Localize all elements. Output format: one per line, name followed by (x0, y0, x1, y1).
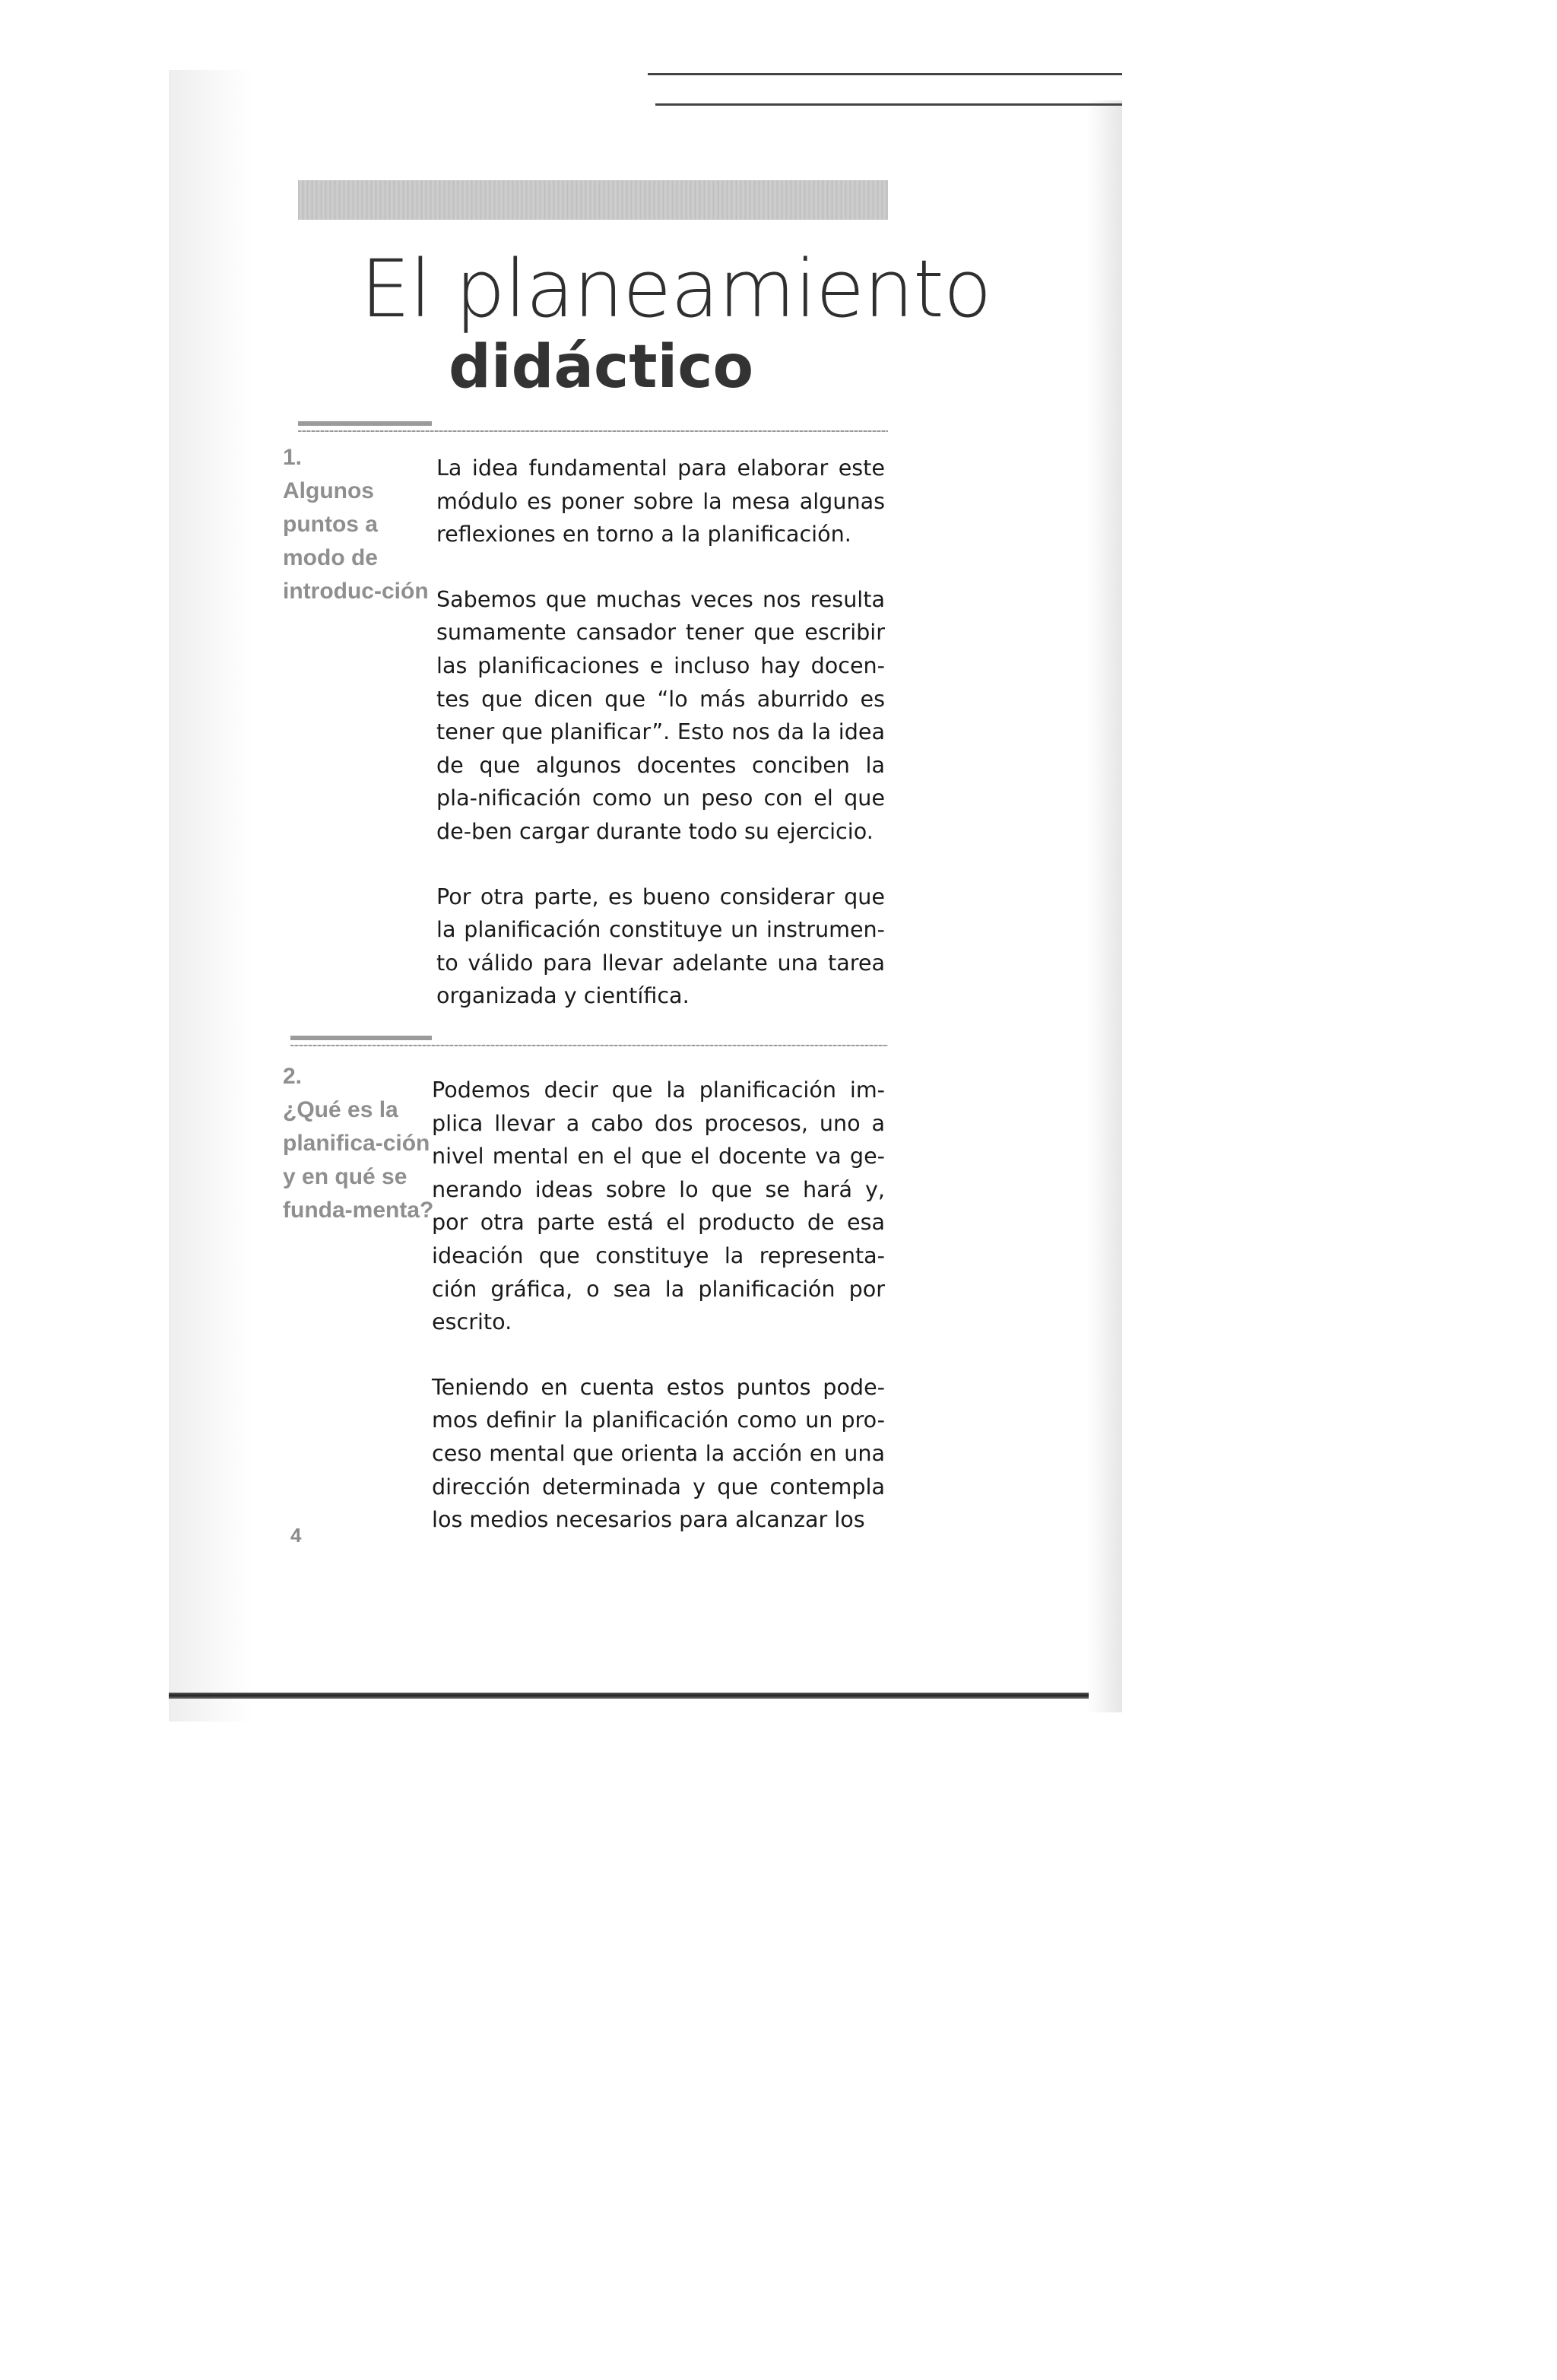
section-2-number: 2. (283, 1064, 303, 1089)
page-number: 4 (290, 1524, 302, 1547)
section-1-heading (283, 441, 435, 608)
header-band (298, 180, 888, 220)
section-1-rule (298, 430, 888, 432)
paragraph: Podemos decir que la planificación im-plica llevar a cabo dos procesos, uno a nivel mental en el que el docente va ge-nerando ideas sobre lo que se hará y, por otra parte está el producto de esa ideación que constituye la representa-ción gráfica, o sea la planificación por escrito. (432, 1077, 885, 1335)
section-2-title: ¿Qué es la planifica-ción y en qué se funda-menta? (283, 1097, 434, 1223)
paragraph: La idea fundamental para elaborar este módulo es poner sobre la mesa algunas reflexiones en torno a la planificación. (436, 455, 885, 547)
section-1-number: 1. (283, 445, 303, 470)
paragraph: Por otra parte, es bueno considerar que la planificación constituye un instrumen-to válido para llevar adelante una tarea organizada y científica. (436, 883, 885, 1009)
title-line-1: El planeamiento (360, 243, 991, 335)
bottom-rule (169, 1693, 1089, 1699)
top-rule-1 (648, 73, 1122, 75)
section-2-heading (283, 1060, 435, 1227)
title-line-2: didáctico (449, 333, 754, 401)
section-1-body (436, 452, 885, 1045)
section-1-title: Algunos puntos a modo de introduc-ción (283, 478, 429, 604)
top-rule-2 (655, 103, 1122, 106)
section-2-body (432, 1074, 885, 1569)
section-2-rule-left (290, 1036, 432, 1040)
paragraph: Teniendo en cuenta estos puntos pode-mos definir la planificación como un pro-ceso mental que orienta la acción en una dirección determinada y que contempla los medios necesarios para alcanzar los (432, 1373, 885, 1533)
scanned-page (169, 70, 1122, 1722)
page-edge-shadow (1087, 100, 1122, 1712)
page-gutter-shadow (169, 70, 252, 1722)
section-2-rule (290, 1045, 888, 1046)
paragraph: Sabemos que muchas veces nos resulta sumamente cansador tener que escribir las planificaciones e incluso hay docen-tes que dicen que “lo más aburrido es tener que planificar”. Esto nos da la idea de que algunos docentes conciben la pla-nificación como un peso con el que de-ben cargar durante todo su ejercicio. (436, 585, 885, 844)
section-1-rule-left (298, 421, 432, 426)
